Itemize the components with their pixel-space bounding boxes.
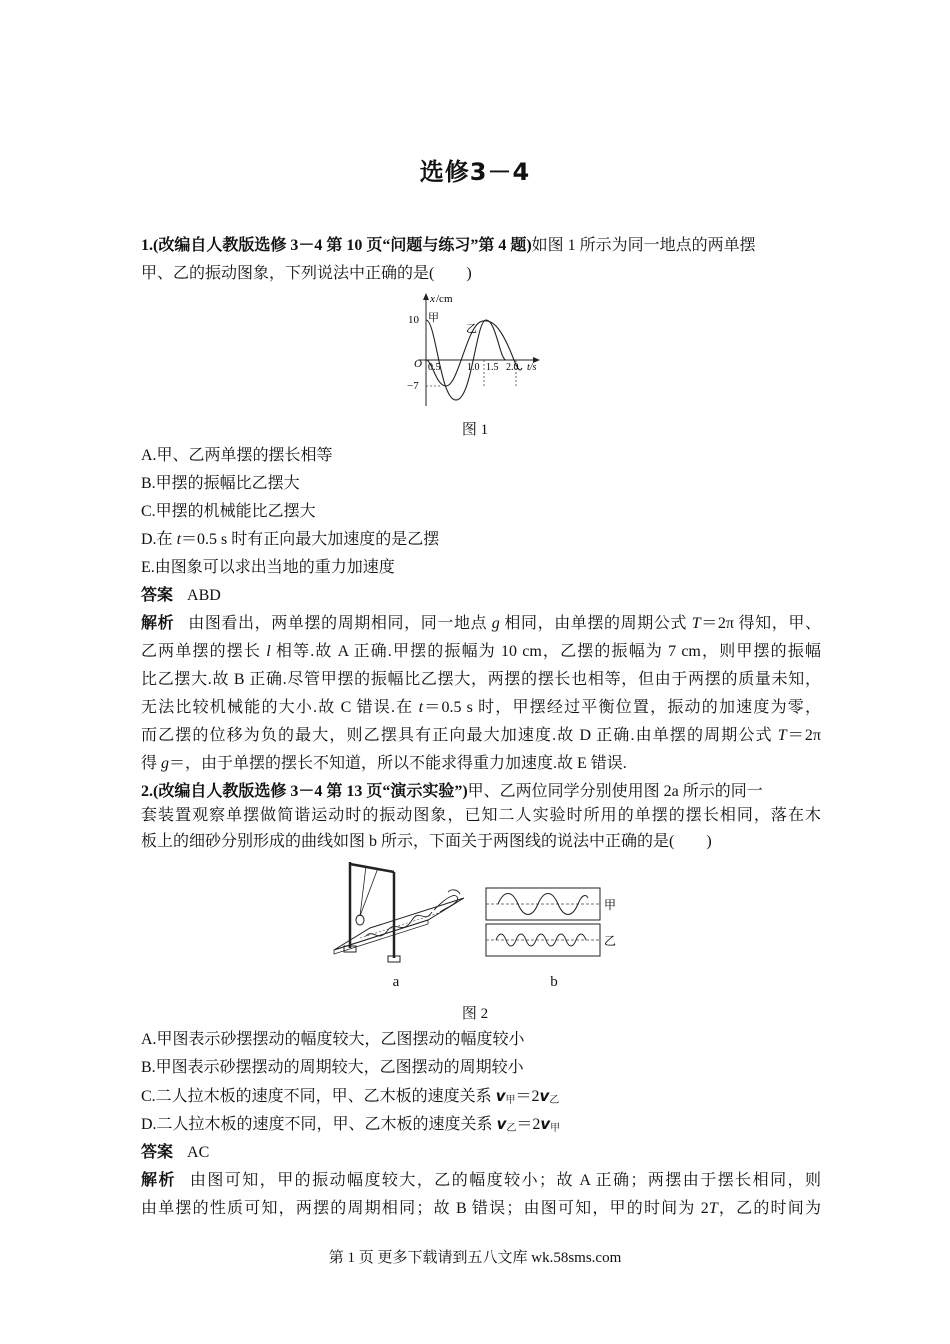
q2-option-a: A.甲图表示砂摆摆动的幅度较大，乙图摆动的幅度较小 <box>141 1031 525 1048</box>
x-tick-1: 0.5 <box>428 362 441 373</box>
q1-source: 1.(改编自人教版选修 3－4 第 10 页“问题与练习”第 4 题) <box>141 237 532 254</box>
q2-analysis-line1: 解析 由图可知，甲的振动幅度较大，乙的幅度较小；故 A 正确；两摆由于摆长相同，则 <box>141 1172 821 1189</box>
analysis-label: 解析 <box>141 1172 176 1189</box>
answer-label: 答案 <box>141 587 174 604</box>
trace-yi-label: 乙 <box>604 934 617 948</box>
figure-2b-traces <box>484 884 624 960</box>
q2-answer <box>141 1143 821 1163</box>
q2-option-c: C.二人拉木板的速度不同，甲、乙木板的速度关系 $v_甲=2v_乙$ <box>141 1087 560 1106</box>
answer-value: ABD <box>187 587 221 604</box>
q1-analysis-line4: 无法比较机械能的大小.故 C 错误.在 t＝0.5 s 时，甲摆经过平衡位置，振动的加速度为零， <box>141 699 821 716</box>
page-title: 选修3－4 <box>419 158 531 186</box>
q1-option-c: C.甲摆的机械能比乙摆大 <box>141 503 316 520</box>
q1-analysis-line1: 解析 由图看出，两单摆的周期相同，同一地点 g 相同，由单摆的周期公式 T＝2π 得知，甲、 <box>141 615 821 632</box>
y-tick-bottom: −7 <box>407 380 419 392</box>
q2-option-b: B.甲图表示砂摆摆动的周期较大，乙图摆动的周期较小 <box>141 1059 524 1076</box>
q1-stem-line2: 甲、乙的振动图象，下列说法中正确的是( ) <box>141 265 472 282</box>
figure-1-graph <box>396 290 556 410</box>
analysis-label: 解析 <box>141 615 175 632</box>
figure-2a-apparatus <box>330 858 470 970</box>
q2-stem-text: 甲、乙两位同学分别使用图 2a 所示的同一 <box>467 783 763 800</box>
page-footer: 第 1 页 更多下载请到五八文库 wk.58sms.com <box>328 1250 622 1266</box>
q1-answer <box>141 586 821 606</box>
answer-value: AC <box>187 1144 210 1161</box>
q1-stem-text: 如图 1 所示为同一地点的两单摆 <box>531 237 756 254</box>
q1-analysis-line3: 比乙摆大.故 B 正确.尽管甲摆的振幅比乙摆大，两摆的摆长也相等，但由于两摆的质量未知， <box>141 671 821 688</box>
q2-option-d: D.二人拉木板的速度不同，甲、乙木板的速度关系 $v_乙=2v_甲$ <box>141 1115 561 1134</box>
figure-2-caption: 图 2 <box>461 1006 489 1022</box>
q1-analysis-line2: 乙两单摆的摆长 l 相等.故 A 正确.甲摆的振幅为 10 cm，乙摆的振幅为 7 cm，则甲摆的振幅 <box>141 643 821 660</box>
q1-option-d: D.在 t＝0.5 s 时有正向最大加速度的是乙摆 <box>141 531 440 548</box>
q2-source: 2.(改编自人教版选修 3－4 第 13 页“演示实验”) <box>141 783 468 800</box>
q1-option-a: A.甲、乙两单摆的摆长相等 <box>141 447 333 464</box>
q2-stem-line1 <box>141 782 821 802</box>
x-tick-4: 2.0 <box>506 362 519 373</box>
y-axis-label: x <box>430 293 435 305</box>
trace-jia-label: 甲 <box>604 898 617 912</box>
q2-stem-line2: 套装置观察单摆做简谐运动时的振动图象，已知二人实验时所用的单摆的摆长相同，落在木 <box>141 807 821 824</box>
y-axis-unit: /cm <box>436 293 453 305</box>
figure-2a-label: a <box>392 974 400 990</box>
origin-label: O <box>414 358 422 370</box>
figure-1-caption: 图 1 <box>461 422 489 438</box>
q2-analysis-line2: 由单摆的性质可知，两摆的周期相同；故 B 错误；由图可知，甲的时间为 2T，乙的时间为 <box>141 1200 821 1217</box>
x-tick-3: 1.5 <box>486 362 499 373</box>
q1-analysis-line6: 得 g＝，由于单摆的摆长不知道，所以不能求得重力加速度.故 E 错误. <box>141 755 627 772</box>
answer-label: 答案 <box>141 1144 174 1161</box>
x-tick-2: 1.0 <box>467 362 480 373</box>
q1-option-e: E.由图象可以求出当地的重力加速度 <box>141 559 395 576</box>
series-yi-label: 乙 <box>466 323 477 335</box>
x-axis-label: t/s <box>527 362 537 373</box>
q1-stem-line1 <box>141 236 821 256</box>
y-tick-top: 10 <box>408 314 419 326</box>
q2-stem-line3: 板上的细砂分别形成的曲线如图 b 所示，下面关于两图线的说法中正确的是( ) <box>141 833 712 850</box>
q1-analysis-line5: 而乙摆的位移为负的最大，则乙摆具有正向最大加速度.故 D 正确.由单摆的周期公式 T＝2π <box>141 727 821 744</box>
series-jia-label: 甲 <box>428 312 439 324</box>
q1-option-b: B.甲摆的振幅比乙摆大 <box>141 475 300 492</box>
figure-2b-label: b <box>550 974 558 990</box>
